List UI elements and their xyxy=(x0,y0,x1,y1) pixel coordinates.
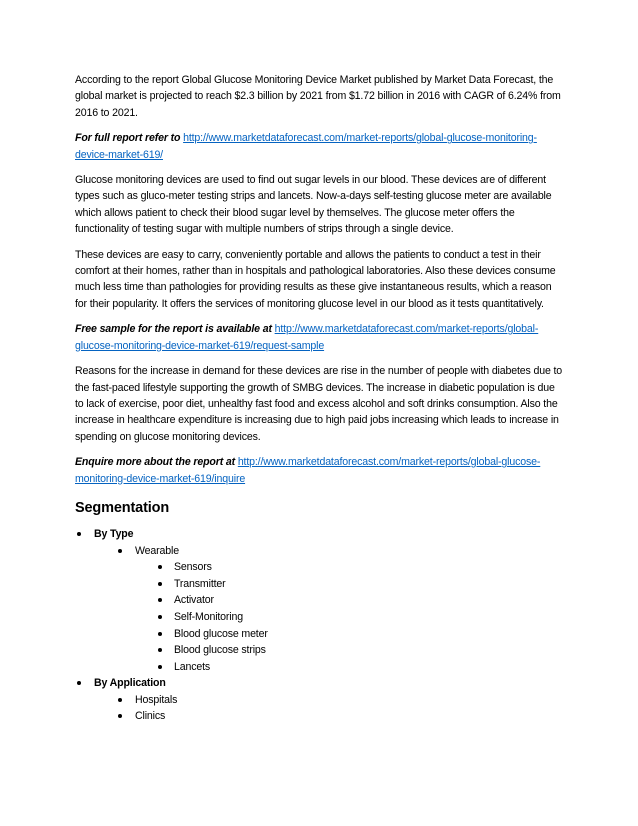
document-page xyxy=(75,72,563,725)
reasons-paragraph: Reasons for the increase in demand for these devices are rise in the number of people with diabetes due to the fast-paced lifestyle supporting the growth of SMBG devices. The increase in diabetic population is due to lack of exercise, poor diet, unhealthy fast food and excess alcohol and soft drinks consumption. Also the increase in healthcare expenditure is increasing due to high paid jobs increasing which leads to increase in spending on glucose monitoring devices. xyxy=(75,365,563,443)
list-item: Sensors xyxy=(75,559,563,576)
sample-link[interactable]: http://www.marketdataforecast.com/market-reports/global-glucose-monitoring-device-market-619/request-sample xyxy=(75,323,539,352)
benefits-paragraph: These devices are easy to carry, conveniently portable and allows the patients to conduct a test in their comfort at their homes, rather than in hospitals and pathological laboratories. Also these devices consume much less time than pathologies for providing results as these give instantaneous results, which a reason for their popularity. It offers the services of monitoring glucose level in our blood as it tests quantitatively. xyxy=(75,248,556,310)
segmentation-list xyxy=(75,526,563,725)
sample-paragraph xyxy=(75,321,563,354)
list-item: Lancets xyxy=(75,659,563,676)
description-paragraph: Glucose monitoring devices are used to find out sugar levels in our blood. These devices are of different types such as gluco-meter testing strips and lancets. Now-a-days self-testing glucose meter are available which allows patient to check their blood sugar level by themselves. The glucose meter offers the functionality of testing sugar with multiple numbers of strips through a single device. xyxy=(75,174,552,236)
list-item: Activator xyxy=(75,592,563,609)
list-item: Blood glucose strips xyxy=(75,642,563,659)
enquire-lead: Enquire more about the report at xyxy=(75,456,236,469)
list-item: Clinics xyxy=(75,708,563,725)
list-item: Hospitals xyxy=(75,692,563,709)
list-item: Transmitter xyxy=(75,576,563,593)
segmentation-heading: Segmentation xyxy=(75,499,170,516)
list-item-wearable: Wearable xyxy=(75,543,563,560)
full-report-link[interactable]: http://www.marketdataforecast.com/market-reports/global-glucose-monitoring-device-market-619/ xyxy=(75,132,537,161)
full-report-lead: For full report refer to xyxy=(75,132,181,145)
list-item-by-type: By Type xyxy=(75,526,563,543)
list-item-by-application: By Application xyxy=(75,675,563,692)
enquire-link[interactable]: http://www.marketdataforecast.com/market-reports/global-glucose-monitoring-device-market-619/inquire xyxy=(75,456,541,485)
intro-paragraph: According to the report Global Glucose Monitoring Device Market published by Market Data Forecast, the global market is projected to reach $2.3 billion by 2021 from $1.72 billion in 2016 with CAGR of 6.24% from 2016 to 2021. xyxy=(75,74,561,119)
enquire-paragraph xyxy=(75,454,563,487)
full-report-paragraph xyxy=(75,130,563,163)
sample-lead: Free sample for the report is available at xyxy=(75,323,272,336)
list-item: Blood glucose meter xyxy=(75,626,563,643)
list-item: Self-Monitoring xyxy=(75,609,563,626)
